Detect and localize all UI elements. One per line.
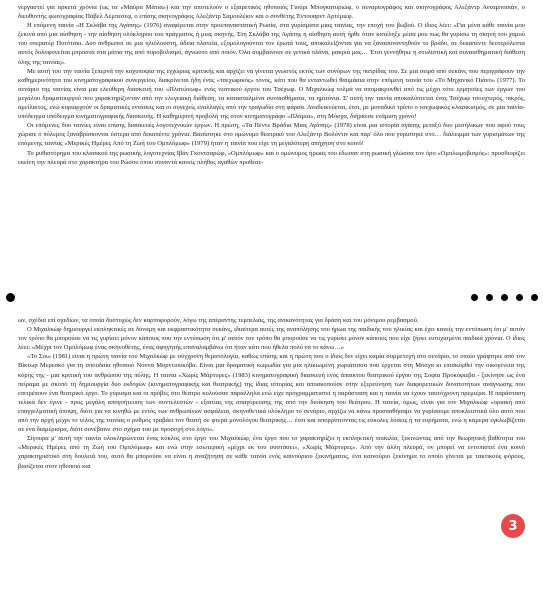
article-text-bottom — [18, 316, 525, 471]
paragraph: Οι επόμενες δυο ταινίες είναι επίσης διασκευές λογοτεχνικών έργων. Η πρώτη, «Τα Πέντε Βράδια Μιας Αγάπης» (1978) είναι μια ιστορία αγάπης μεταξύ δυο μεσήλικων που αφού τους χώρισε ο πόλεμος ξαναβρίσκονται ύστερα από δεκαπέντε χρόνια. Βασίστηκε στο ομώνυμο θεατρικό του Αλεξάντρ Βολόντιν και παρ' όλο που γυρίστηκε στο… διάλειμμα των γυρισμάτων της επόμενης ταινίας «Μερικές Ημέρες Από τη Ζωή του Ομπλόμωφ» (1979) ήταν η ταινία που είχε τη μεγαλύτερη απήχηση στο κοινό! — [18, 122, 525, 148]
paragraph: Σίγουρα μ' αυτή την ταινία ολοκληρώνεται ένας κύκλος στο έργο του Μιχαλκώφ, ένα έργο που το χαρακτηρίζει η εκπληκτική ποικιλία, ξεκινώντας από την θεωρητική βαθύτητα του «Μερικές Ημέρες από τη Ζωή του Ομπλόμωφ» και ενώ στην εσωτερική «μέχρι εκ του συστάσει», «Χωρίς Μάρτυρες». Από την άλλη πλευρά, ον μπορεί να εντοπιστεί ένα κοινό χαρακτηριστικό στη δουλειά του, αυτό θα μπορούσε να είναι η αναζήτηση σε κάθε ταινία ενός καινούριου ξεκινήματος, ένα καινούριο ξεκίνημα το οποίο γίνεται με τακτικούς φόρους, βασίζεται στον ηθοποιό και — [18, 435, 525, 470]
page-number-badge — [501, 514, 525, 538]
paragraph: Η επόμενη ταινία «Η Σκλάβα της Αγάπης» (1976) αναφέρεται στην προεπαναστατική Ρωσία, στα γυρίσματα μιας ταινίας, την εποχή του βωβού. Ο ίδιος λέει: «Για μένα κάθε ταινία μου ξεκινά από μια αίσθηση - την αίσθηση ολόκληρου του πράγματος ή μιας σκηνής. Στη Σκλάβα της Αγάπης η αίσθηση αυτή ήρθε όταν κατέληξε μέσα μου πως θα γυρίσω τη σκηνή του χαμού του οπερατέρ Ποτότσκι. Δυο άνθρωποι σε μια ηλιόλουστη, άδεια πλατεία, εξομολογούνται τον έρωτά τους, αποκαλείζονται για να ξανασυναντηθούν το βράδυ, σε δεκαπέντε δευτερόλεπτα αυτός δολοφονείται μπροστά στα μάτια της από πυροβολισμό, άγνωστο από ποιόν. Όλα συμβαίνουν σε γενικά πλάνα, μακριά μας… Έτσι γεννήθηκε η στυλιστική και συναισθηματική διάθεση όλης της ταινίας». — [18, 22, 525, 66]
divider-dot — [486, 294, 493, 301]
paragraph: Με αυτή του την ταινία ξεπερνά την καχυποψία της εγχώριας κριτικής και αρχίζει να γίνεται γνωστός εκτός των συνόρων της πατρίδας του. Σε μια σειρά από σεκάνς που περιγράφουν την καθημερινότητα του κινηματογραφικού συνεργείου, διακρίνεται ήδη ένας «τσεχωφικός» τόνος, κάτι που θα ενταντωθεί θαυμάσια στην επόμενη ταινία του «Το Μηχανικό Πιάνο» (1977). Το σενάριο της ταινίας είναι μια ελεύθερη διασκευή του «Πλατώνωφ» ενός νεανικού έργου του Τσέχωφ. Ο Μιχαλκώφ τολμά να απομακρυνθεί από τις μέχρι τότε ερμηνείες των έργων του μεγάλου δραματουργού που χαρακτηρίζονταν από την ελεγειακή διάθεση, τα κατασταλμένα συναισθήματα, τα ημιτόνια. Σ' αυτή την ταινία αποκαλύπτεται ένας Τσέχωφ τσουχτερός, πικρός, αμείλικτος, ενώ κυριαρχούν οι δραματικές εντάσεις και οι συνεχείς εναλλαγές από την τραγωδία στη φάρσα. Αναδεικνύεται, έτσι, με μοναδικό τρόπο ο τσεχωφικός κλασικισμός, σε μια ταινία-υπόδειγμα υπόδειγμα κινηματογραφικής διασκευής. Η καθημερινή προβολή της στον κινηματογράφο «Πλάμια», στη Μόσχα, διήρκεσε ενάμιση χρόνο! — [18, 67, 525, 121]
paragraph: νεργαστεί για αρκετά χρόνια (ως τα «Μαύρα Μάτια») και την αποτελούν ο εξαιρετικός ηθοποιός Γιούρι Μπογκατυριώφ, ο σεναριογράφος και σκηνογράφος Αλεξάντρ Ανταμποσιάν, ο διευθυντής φωτογραφίας Πάβελ Λέμπεσεφ, ο επίσης σκηνογράφος Αλεξάντρ Σαμουλέκιν και ο συνθέτης Έντουαρντ Αρτέμιεφ. — [18, 4, 525, 21]
paragraph: Ο Μιχαλκώφ δημιουργεί εκπληκτικές σε δύναμη και εκφραστικότητα σεκάνς, ιδιαίτερα αυτές της αναπόλησης του ήρωα της παιδικής του ηλικίας και έχει κανείς την εντύπωση ότι μ' αυτόν τον τρόπο θα μπορούσε να τις γυρίσει μόνον κάποιος που την εντύπωση ότι μ' αυτόν τον τρόπο θα μπορούσε να τις γυρίσει μόνον κάποιος που είχε ζήσει ευτυχισμένα παιδικά χρόνια. Ο ίδιος λέει: «Μέχρι τον Ομπλόμωφ ένας σκηνοθέτης, ένας αφηγητής επαναλαμβάνω ότι ήταν κάτι που ήθελα πολύ να το κάνω…» — [18, 326, 525, 352]
divider-dot — [6, 293, 15, 302]
page-number: 3 — [508, 518, 518, 534]
divider-dot — [471, 294, 478, 301]
paragraph: ων, σχέδια επί σχεδίων, τα οποία δυστυχώς δεν καρποφορούν, λόγω της απέραντης τεμπελιάς, της ανικανότητας για δράση και του μόνιμου ρεμβασμού. — [18, 317, 419, 324]
divider-dot — [531, 294, 538, 301]
dotted-divider — [0, 293, 543, 303]
paragraph: «Το Σόι» (1981) είναι η πρώτη ταινία του Μιχαλκώφ με σύγχρονη θεματολογία, καθώς επίσης και η πρώτη που ο ίδιος δεν είχει καμία συμμετοχή στο σενάριο, το οποίο γράφτηκε από τον Βίκτωρ Μερεσκό για τη σπουδαία ηθοποιό Νόννα Μορντιουκόβα. Είναι μια δραματική κωμωδία για μια ηλικιωμένη χωριάτισσα που έρχεται στη Μόσχα κι επισκέφθεί την οικογένεια της κόρης της - μια κριτική του ανθρώπου της πόλης. Η ταινία «Χωρίς Μάρτυρες» (1983) κινηματογραφική διασκευή ενός άπαικτου θεατρικού έργου της Σοφία Προκόφιεβα - ξεκίνησε ως ένα πείραμα με σκοπό τη δημιουργία δυο εκδοχών (κινηματογραφικής και θεατρικής) της ίδιας ιστορίας και αποσκοπούσε στην εξερεύνηση των διαφορετικών δυνατοτήτων ανάγνωσης που επιτρέπουν ένα θεατρικό έργο. Το γύρισμα και οι πρόβες στο θέατρο κυλούσαν παράλληλα ενώ είχε προγραμματιστεί η παράσταση και η ταινία να έχουν ταυτόχρονη πρεμιέρα. Η παράσταση τελικά δεν έγινε - προς μεγάλη απογοήτευση των συντελεστών - εξαιτίας της απαγόρευσης της από την διοίκηση του θεάτρου. Η ταινία, όμως, είναι για τον Μιχαλκώφ «οριακή από επαγγελματική άποψη, διότι για να κινηθώ με εντός των ανθρωπίνων ασφάλεια, σκηνοθετικά ολόκληρο το σενάριο, αρχίζω να κάνω προσπαθήσαμε να γυρίσουμε αποκλειστικά όλο αυτό που από την αρχή μέχρι το τέλος της ταινίας ο ρυθμός τραβάει τον θεατή σε φτερά μονολόγου θεατρικής… έτσι και απορρίπτοντας τις εύκολες λύσεις ή τα ευρήματα, ενώ η κάμερα εγκλωβίζεται σε ένα διαμέρισμα, διότι συνέβαινε στο σχήμα του με προσοχή στο λόγο». — [18, 353, 525, 434]
divider-dot — [501, 294, 508, 301]
article-text-top — [18, 3, 525, 167]
divider-dot — [516, 294, 523, 301]
paragraph: Το μυθιστόρημα του κλασικού της ρωσικής λογοτεχνίας Ιβάν Γκοντσαρώφ, «Ομπλόμωφ» και ο ομώνυμος ήρωας του έδωσαν στη ρωσική γλώσσα τον όρο «Ομπλωμοβισμός»: προσδιορίζει εκείνη την πλευρά στο χαρακτήρα του Ρώσου όπου συναντά κανείς πλήθος αγαθών προθέσε- — [18, 149, 525, 166]
